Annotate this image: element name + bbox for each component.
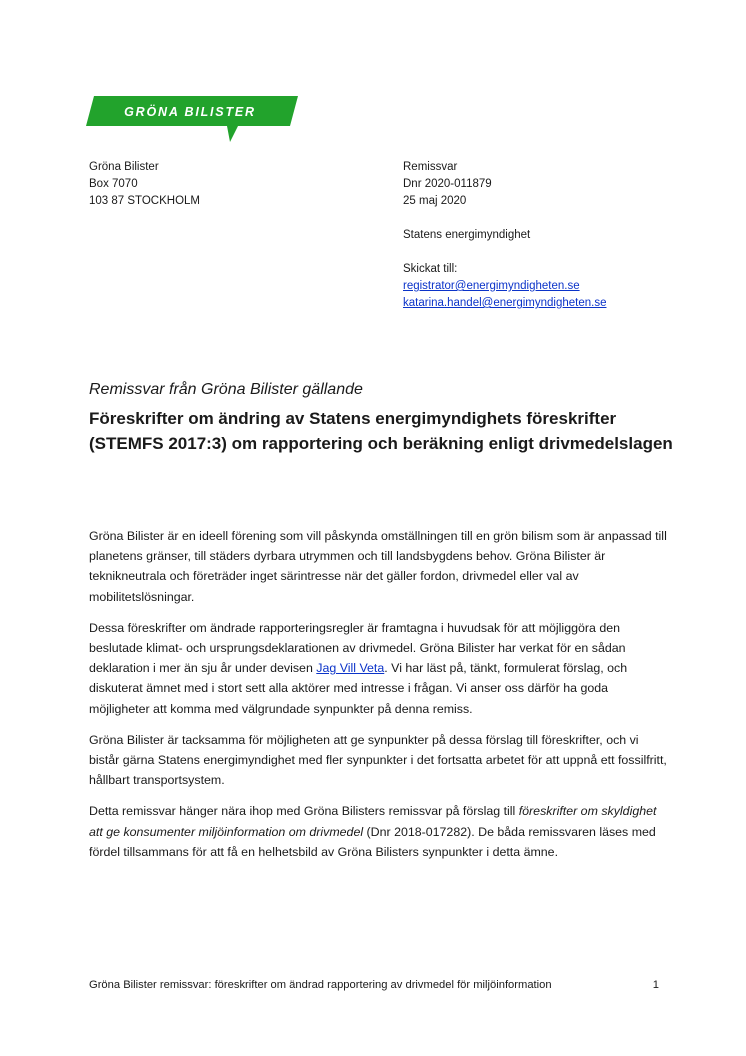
gröna-bilister-logo <box>86 96 298 144</box>
document-type: Remissvar <box>403 161 458 173</box>
paragraph-1: Gröna Bilister är en ideell förening som vill påskynda omställningen till en grön bilism som är anpassad till planetens gränser, till städers dyrbara utrymmen och till landsbygdens behov. Gröna Bilister är teknikneutrala och företräder inget särintresse när det gäller fordon, drivmedel eller val av mobilitetslösningar. <box>89 529 667 604</box>
referenced-regulation: föreskrifter om skyldighet att ge konsumenter miljöinformation om drivmedel <box>89 804 657 839</box>
logo-text: GRÖNA BILISTER <box>124 105 256 119</box>
recipient: Statens energimyndighet <box>403 229 531 241</box>
document-dnr: Dnr 2020-011879 <box>403 178 492 190</box>
heading-intro: Remissvar från Gröna Bilister gällande <box>89 381 363 398</box>
page-number: 1 <box>652 979 659 991</box>
sent-to-label: Skickat till: <box>403 263 458 275</box>
sender-name: Gröna Bilister <box>89 161 159 173</box>
paragraph-4: Detta remissvar hänger nära ihop med Gröna Bilisters remissvar på förslag till föreskrifter om skyldighet att ge konsumenter miljöinformation om drivmedel (Dnr 2018-017282). De båda remissvaren läses med fördel tillsammans för att få en helhetsbild av Gröna Bilisters synpunkter i detta ämne. <box>89 804 657 859</box>
document-meta <box>403 159 606 312</box>
footer-text: Gröna Bilister remissvar: föreskrifter om ändrad rapportering av drivmedel för miljöinformation <box>89 979 552 991</box>
sender-postal: 103 87 STOCKHOLM <box>89 195 201 207</box>
document-title: Föreskrifter om ändring av Statens energimyndighets föreskrifter (STEMFS 2017:3) om rapportering och beräkning enligt drivmedelslagen <box>89 409 673 453</box>
email-link-katarina[interactable]: katarina.handel@energimyndigheten.se <box>403 297 607 309</box>
paragraph-3: Gröna Bilister är tacksamma för möjligheten att ge synpunkter på dessa förslag till föreskrifter, och vi bistår gärna Statens energimyndighet med fler synpunkter i det fortsatta arbetet för att uppnå ett fossilfritt, hållbart transportsystem. <box>89 732 667 788</box>
page-footer <box>89 979 659 991</box>
email-link-registrator[interactable]: registrator@energimyndigheten.se <box>403 280 580 292</box>
document-date: 25 maj 2020 <box>403 195 467 207</box>
paragraph-2: Dessa föreskrifter om ändrade rapporteringsregler är framtagna i huvudsak för att möjliggöra den beslutade klimat- och ursprungsdeklarationen av drivmedel. Gröna Bilister har verkat för en sådan deklaration i mer än sju år under devisen Jag Vill Veta. Vi har läst på, tänkt, formulerat förslag, och diskuterat ämnet med i stort sett alla aktörer med intresse i frågan. Vi anser oss därför ha goda möjligheter att komma med välgrundade synpunkter på denna remiss. <box>89 620 628 716</box>
body-text <box>89 526 669 873</box>
sender-address <box>89 159 200 210</box>
sender-box: Box 7070 <box>89 178 138 190</box>
jag-vill-veta-link[interactable]: Jag Vill Veta <box>316 661 385 676</box>
